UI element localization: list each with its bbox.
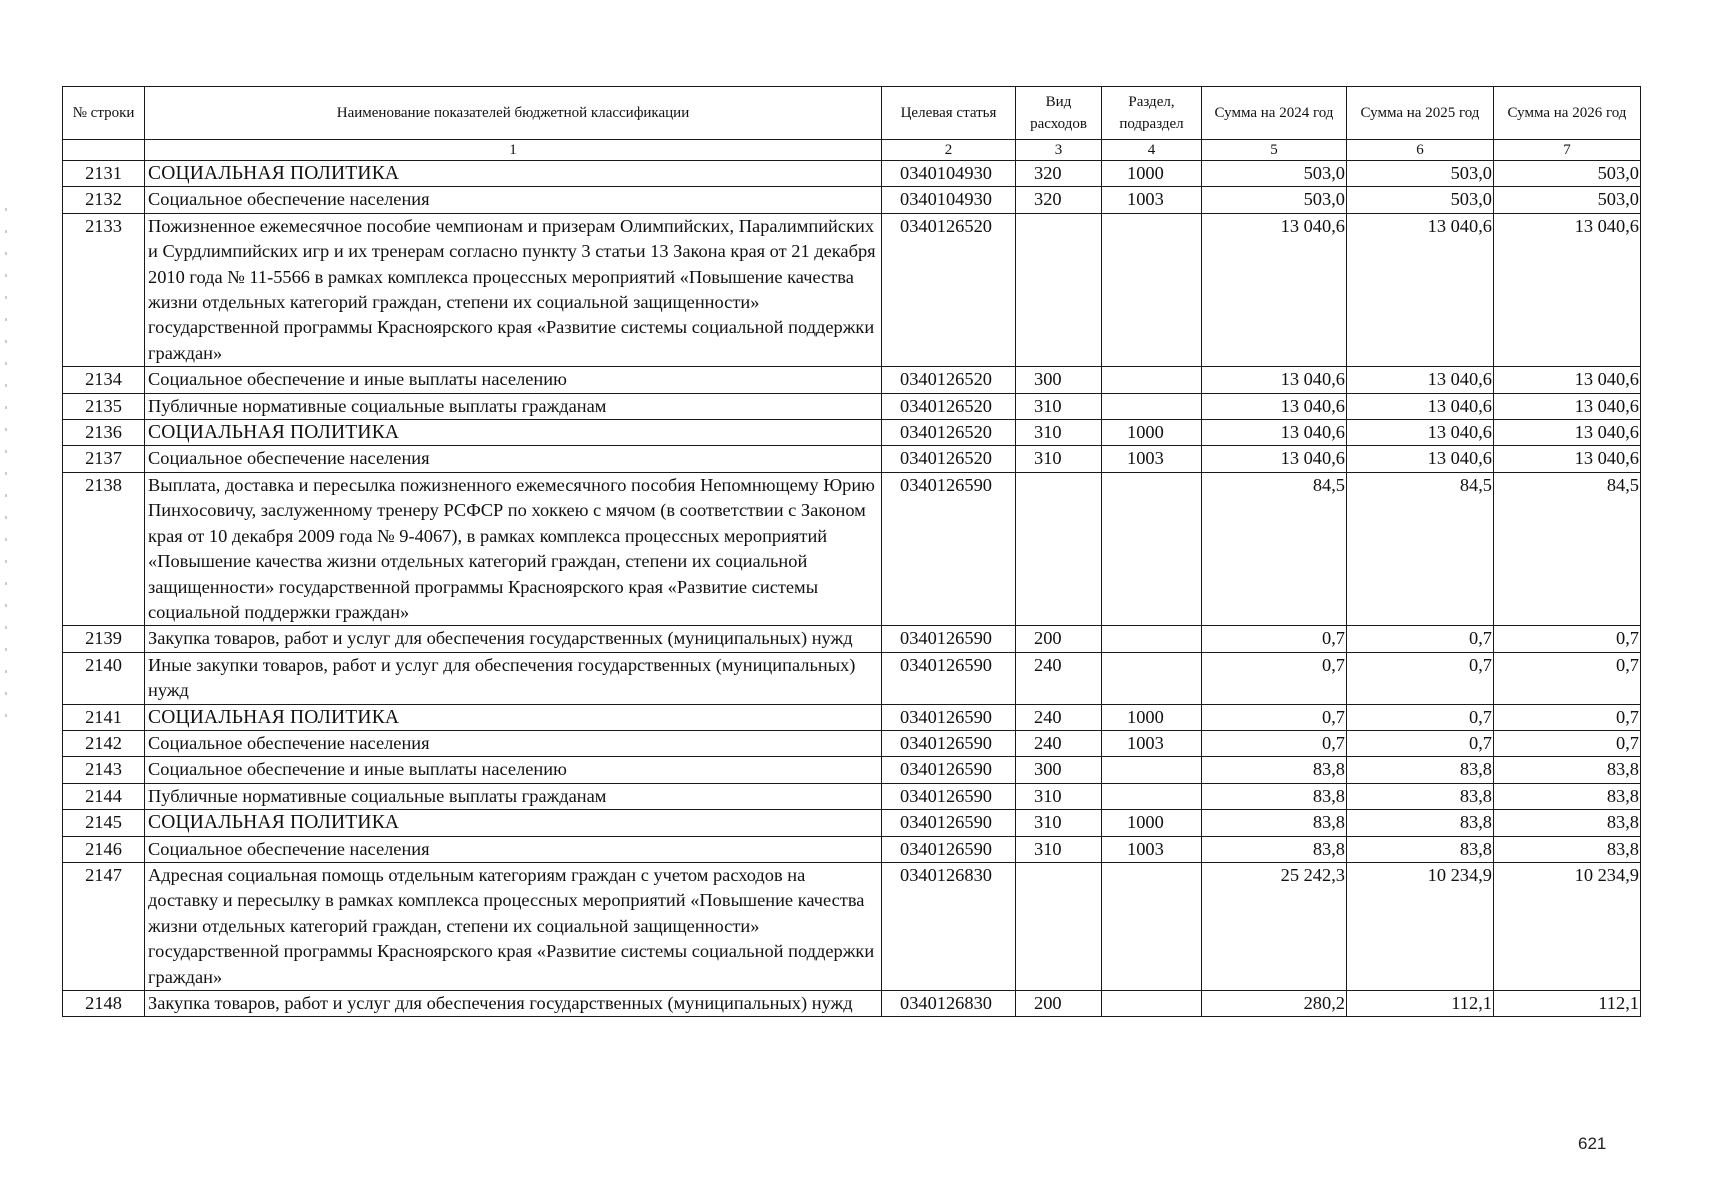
header-vid: Вид расходов <box>1016 87 1102 140</box>
header-row <box>63 87 1641 140</box>
row-section: 1000 <box>1102 420 1202 446</box>
row-sum-2024: 83,8 <box>1202 783 1347 809</box>
row-section <box>1102 367 1202 393</box>
row-expense-type: 310 <box>1016 393 1102 419</box>
table-row <box>63 810 1641 836</box>
row-name: Социальное обеспечение и иные выплаты населению <box>145 757 882 783</box>
row-expense-type: 200 <box>1016 626 1102 652</box>
table-row <box>63 420 1641 446</box>
row-section: 1003 <box>1102 730 1202 756</box>
table-row <box>63 213 1641 366</box>
row-name: СОЦИАЛЬНАЯ ПОЛИТИКА <box>145 420 882 446</box>
row-name: СОЦИАЛЬНАЯ ПОЛИТИКА <box>145 810 882 836</box>
budget-table <box>62 86 1641 1017</box>
header-sum-2026: Сумма на 2026 год <box>1494 87 1641 140</box>
row-number: 2140 <box>63 652 145 704</box>
row-sum-2025: 13 040,6 <box>1347 420 1494 446</box>
row-sum-2024: 13 040,6 <box>1202 446 1347 472</box>
row-expense-type: 240 <box>1016 652 1102 704</box>
row-sum-2024: 13 040,6 <box>1202 213 1347 366</box>
row-section <box>1102 213 1202 366</box>
row-sum-2025: 0,7 <box>1347 704 1494 730</box>
row-sum-2024: 0,7 <box>1202 730 1347 756</box>
row-name: Социальное обеспечение населения <box>145 730 882 756</box>
row-sum-2026: 13 040,6 <box>1494 213 1641 366</box>
row-sum-2025: 503,0 <box>1347 187 1494 213</box>
row-sum-2024: 0,7 <box>1202 652 1347 704</box>
table-row <box>63 446 1641 472</box>
row-sum-2026: 0,7 <box>1494 730 1641 756</box>
row-name: Закупка товаров, работ и услуг для обеспечения государственных (муниципальных) нужд <box>145 626 882 652</box>
row-sum-2025: 13 040,6 <box>1347 213 1494 366</box>
header-sum-2024: Сумма на 2024 год <box>1202 87 1347 140</box>
row-name: Социальное обеспечение населения <box>145 836 882 862</box>
row-sum-2025: 83,8 <box>1347 783 1494 809</box>
row-number: 2135 <box>63 393 145 419</box>
header-section: Раздел, подраздел <box>1102 87 1202 140</box>
row-name: Социальное обеспечение населения <box>145 446 882 472</box>
row-section <box>1102 393 1202 419</box>
row-name: Социальное обеспечение населения <box>145 187 882 213</box>
column-number-blank <box>63 140 145 161</box>
table-row <box>63 472 1641 625</box>
row-sum-2024: 84,5 <box>1202 472 1347 625</box>
row-expense-type: 320 <box>1016 161 1102 187</box>
row-section: 1003 <box>1102 836 1202 862</box>
row-sum-2026: 503,0 <box>1494 161 1641 187</box>
table-row <box>63 652 1641 704</box>
table-row <box>63 393 1641 419</box>
column-number-row <box>63 140 1641 161</box>
row-sum-2026: 10 234,9 <box>1494 862 1641 990</box>
row-target-code: 0340126590 <box>882 810 1016 836</box>
row-target-code: 0340104930 <box>882 161 1016 187</box>
row-sum-2024: 0,7 <box>1202 704 1347 730</box>
table-row <box>63 704 1641 730</box>
row-number: 2143 <box>63 757 145 783</box>
table-row <box>63 730 1641 756</box>
column-number: 5 <box>1202 140 1347 161</box>
scan-edge-marks <box>5 208 7 728</box>
row-target-code: 0340126590 <box>882 783 1016 809</box>
row-sum-2024: 0,7 <box>1202 626 1347 652</box>
page-number: 621 <box>1578 1134 1607 1153</box>
header-row-no: № строки <box>63 87 145 140</box>
row-expense-type <box>1016 862 1102 990</box>
row-target-code: 0340126830 <box>882 862 1016 990</box>
row-sum-2024: 83,8 <box>1202 757 1347 783</box>
row-section: 1000 <box>1102 704 1202 730</box>
row-expense-type: 310 <box>1016 836 1102 862</box>
row-sum-2025: 84,5 <box>1347 472 1494 625</box>
row-name: Публичные нормативные социальные выплаты гражданам <box>145 783 882 809</box>
row-expense-type: 200 <box>1016 991 1102 1017</box>
row-sum-2026: 83,8 <box>1494 810 1641 836</box>
row-number: 2141 <box>63 704 145 730</box>
row-sum-2026: 112,1 <box>1494 991 1641 1017</box>
row-number: 2146 <box>63 836 145 862</box>
row-expense-type: 240 <box>1016 730 1102 756</box>
row-expense-type: 300 <box>1016 367 1102 393</box>
row-sum-2024: 503,0 <box>1202 161 1347 187</box>
row-target-code: 0340126590 <box>882 704 1016 730</box>
row-sum-2024: 13 040,6 <box>1202 367 1347 393</box>
table-row <box>63 187 1641 213</box>
row-target-code: 0340126520 <box>882 446 1016 472</box>
row-target-code: 0340126520 <box>882 367 1016 393</box>
column-number: 6 <box>1347 140 1494 161</box>
row-expense-type <box>1016 213 1102 366</box>
row-sum-2026: 83,8 <box>1494 783 1641 809</box>
row-sum-2025: 0,7 <box>1347 626 1494 652</box>
row-section: 1003 <box>1102 446 1202 472</box>
row-name: Иные закупки товаров, работ и услуг для обеспечения государственных (муниципальных) нужд <box>145 652 882 704</box>
row-target-code: 0340126590 <box>882 472 1016 625</box>
row-name: СОЦИАЛЬНАЯ ПОЛИТИКА <box>145 704 882 730</box>
row-section <box>1102 757 1202 783</box>
row-section <box>1102 862 1202 990</box>
row-name: Пожизненное ежемесячное пособие чемпионам и призерам Олимпийских, Паралимпийских и Сурдлимпийских игр и их тренерам согласно пункту 3 статьи 13 Закона края от 21 декабря 2010 года № 11-5566 в рамках комплекса процессных мероприятий «Повышение качества жизни отдельных категорий граждан, степени их социальной защищенности» государственной программы Красноярского края «Развитие системы социальной поддержки граждан» <box>145 213 882 366</box>
table-row <box>63 991 1641 1017</box>
header-target: Целевая статья <box>882 87 1016 140</box>
row-target-code: 0340126590 <box>882 836 1016 862</box>
row-section: 1003 <box>1102 187 1202 213</box>
row-sum-2025: 83,8 <box>1347 810 1494 836</box>
row-expense-type: 310 <box>1016 446 1102 472</box>
row-expense-type: 310 <box>1016 783 1102 809</box>
row-target-code: 0340126830 <box>882 991 1016 1017</box>
column-number: 1 <box>145 140 882 161</box>
row-target-code: 0340126520 <box>882 213 1016 366</box>
row-section <box>1102 991 1202 1017</box>
table-row <box>63 367 1641 393</box>
row-expense-type: 320 <box>1016 187 1102 213</box>
row-expense-type: 310 <box>1016 420 1102 446</box>
row-number: 2132 <box>63 187 145 213</box>
row-sum-2026: 13 040,6 <box>1494 446 1641 472</box>
row-number: 2148 <box>63 991 145 1017</box>
row-sum-2024: 83,8 <box>1202 836 1347 862</box>
row-expense-type: 310 <box>1016 810 1102 836</box>
row-sum-2026: 503,0 <box>1494 187 1641 213</box>
budget-table-container <box>62 86 1640 1017</box>
column-number: 4 <box>1102 140 1202 161</box>
row-sum-2026: 13 040,6 <box>1494 420 1641 446</box>
column-number: 2 <box>882 140 1016 161</box>
row-target-code: 0340126590 <box>882 730 1016 756</box>
row-sum-2024: 503,0 <box>1202 187 1347 213</box>
row-name: Выплата, доставка и пересылка пожизненного ежемесячного пособия Непомнющему Юрию Пинхосовичу, заслуженному тренеру РСФСР по хоккею с мячом (в соответствии с Законом края от 10 декабря 2009 года № 9-4067), в рамках комплекса процессных мероприятий «Повышение качества жизни отдельных категорий граждан, степени их социальной защищенности» государственной программы Красноярского края «Развитие системы социальной поддержки граждан» <box>145 472 882 625</box>
row-section <box>1102 626 1202 652</box>
column-number: 3 <box>1016 140 1102 161</box>
header-name: Наименование показателей бюджетной классификации <box>145 87 882 140</box>
row-section <box>1102 783 1202 809</box>
row-section <box>1102 652 1202 704</box>
row-sum-2025: 0,7 <box>1347 730 1494 756</box>
row-sum-2026: 84,5 <box>1494 472 1641 625</box>
row-sum-2025: 13 040,6 <box>1347 446 1494 472</box>
row-sum-2026: 83,8 <box>1494 836 1641 862</box>
row-number: 2145 <box>63 810 145 836</box>
row-sum-2026: 0,7 <box>1494 652 1641 704</box>
row-sum-2025: 83,8 <box>1347 757 1494 783</box>
row-target-code: 0340126590 <box>882 626 1016 652</box>
row-sum-2026: 83,8 <box>1494 757 1641 783</box>
row-name: Публичные нормативные социальные выплаты гражданам <box>145 393 882 419</box>
row-number: 2134 <box>63 367 145 393</box>
row-sum-2025: 10 234,9 <box>1347 862 1494 990</box>
row-sum-2026: 0,7 <box>1494 704 1641 730</box>
row-number: 2138 <box>63 472 145 625</box>
row-sum-2025: 112,1 <box>1347 991 1494 1017</box>
row-expense-type: 240 <box>1016 704 1102 730</box>
row-sum-2025: 83,8 <box>1347 836 1494 862</box>
row-sum-2026: 0,7 <box>1494 626 1641 652</box>
row-sum-2026: 13 040,6 <box>1494 367 1641 393</box>
table-row <box>63 757 1641 783</box>
row-sum-2026: 13 040,6 <box>1494 393 1641 419</box>
row-target-code: 0340126520 <box>882 420 1016 446</box>
row-expense-type: 300 <box>1016 757 1102 783</box>
row-target-code: 0340126590 <box>882 652 1016 704</box>
row-number: 2139 <box>63 626 145 652</box>
row-expense-type <box>1016 472 1102 625</box>
row-sum-2025: 0,7 <box>1347 652 1494 704</box>
row-name: Адресная социальная помощь отдельным категориям граждан с учетом расходов на доставку и пересылку в рамках комплекса процессных мероприятий «Повышение качества жизни отдельных категорий граждан, степени их социальной защищенности» государственной программы Красноярского края «Развитие системы социальной поддержки граждан» <box>145 862 882 990</box>
row-name: СОЦИАЛЬНАЯ ПОЛИТИКА <box>145 161 882 187</box>
column-number: 7 <box>1494 140 1641 161</box>
row-target-code: 0340104930 <box>882 187 1016 213</box>
row-section <box>1102 472 1202 625</box>
row-section: 1000 <box>1102 161 1202 187</box>
table-row <box>63 161 1641 187</box>
row-number: 2131 <box>63 161 145 187</box>
row-number: 2136 <box>63 420 145 446</box>
row-number: 2147 <box>63 862 145 990</box>
row-sum-2024: 13 040,6 <box>1202 393 1347 419</box>
row-name: Социальное обеспечение и иные выплаты населению <box>145 367 882 393</box>
row-target-code: 0340126520 <box>882 393 1016 419</box>
row-number: 2144 <box>63 783 145 809</box>
table-body <box>63 161 1641 1017</box>
row-section: 1000 <box>1102 810 1202 836</box>
table-row <box>63 626 1641 652</box>
row-number: 2133 <box>63 213 145 366</box>
row-sum-2025: 13 040,6 <box>1347 367 1494 393</box>
row-target-code: 0340126590 <box>882 757 1016 783</box>
row-sum-2024: 280,2 <box>1202 991 1347 1017</box>
table-row <box>63 862 1641 990</box>
table-row <box>63 783 1641 809</box>
row-sum-2024: 25 242,3 <box>1202 862 1347 990</box>
row-number: 2142 <box>63 730 145 756</box>
row-sum-2025: 13 040,6 <box>1347 393 1494 419</box>
row-number: 2137 <box>63 446 145 472</box>
row-name: Закупка товаров, работ и услуг для обеспечения государственных (муниципальных) нужд <box>145 991 882 1017</box>
row-sum-2025: 503,0 <box>1347 161 1494 187</box>
header-sum-2025: Сумма на 2025 год <box>1347 87 1494 140</box>
row-sum-2024: 83,8 <box>1202 810 1347 836</box>
row-sum-2024: 13 040,6 <box>1202 420 1347 446</box>
table-row <box>63 836 1641 862</box>
